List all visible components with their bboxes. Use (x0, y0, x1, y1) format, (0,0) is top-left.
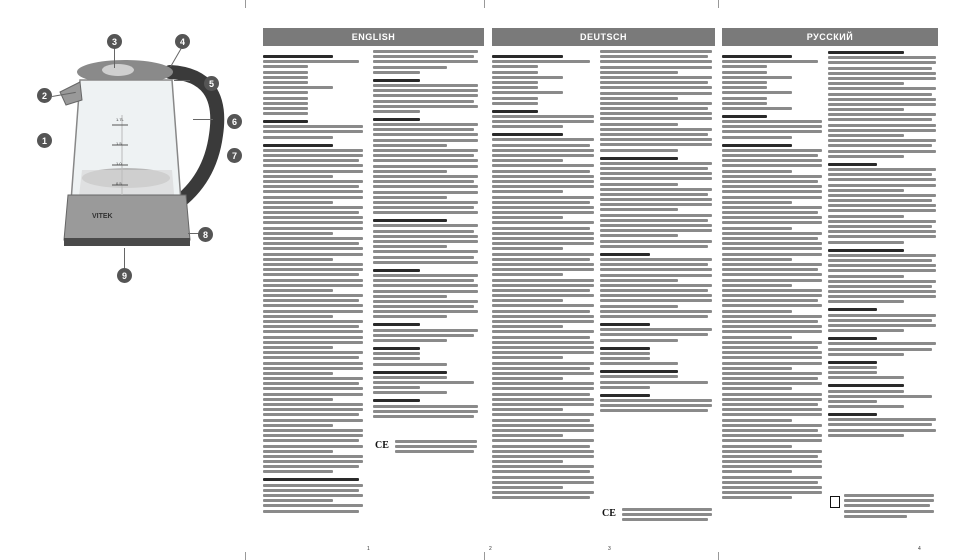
brand-logo: VITEK (92, 213, 113, 220)
fold-mark (718, 552, 719, 560)
leader-6 (193, 119, 213, 120)
english-column-2 (373, 50, 478, 490)
callout-1: 1 (37, 133, 52, 148)
russian-column-2 (828, 46, 936, 526)
scale-mark-4: 0.5 (116, 181, 122, 186)
page-number-1: 1 (367, 546, 370, 552)
fold-mark (484, 552, 485, 560)
russian-disposal-note (844, 494, 934, 524)
deutsch-ce-note (622, 508, 712, 528)
scale-mark-3: 1.0 (116, 161, 122, 166)
language-header: РУССКИЙ (722, 28, 938, 46)
fold-mark (245, 0, 246, 8)
fold-mark (484, 0, 485, 8)
callout-7: 7 (227, 148, 242, 163)
deutsch-panel (484, 0, 718, 560)
language-header: ENGLISH (263, 28, 484, 46)
fold-mark (245, 552, 246, 560)
page-number-4: 4 (918, 546, 921, 552)
recycle-bin-icon (830, 496, 840, 508)
fold-mark (718, 0, 719, 8)
language-header: DEUTSCH (492, 28, 715, 46)
leader-5 (174, 80, 190, 81)
scale-mark-2: 1.5 (116, 141, 122, 146)
kettle-illustration (0, 0, 245, 300)
ce-mark-deutsch: CE (602, 508, 616, 519)
callout-5: 5 (204, 76, 219, 91)
leader-3 (114, 48, 115, 68)
russian-column-1 (722, 50, 822, 530)
callout-9: 9 (117, 268, 132, 283)
russian-panel (718, 0, 968, 560)
illustration-panel (0, 0, 245, 560)
callout-8: 8 (198, 227, 213, 242)
scale-mark-1: 1.7L (116, 117, 124, 122)
page-number-2: 2 (489, 546, 492, 552)
callout-6: 6 (227, 114, 242, 129)
callout-3: 3 (107, 34, 122, 49)
callout-4: 4 (175, 34, 190, 49)
deutsch-column-1 (492, 50, 594, 530)
ce-mark-english: CE (375, 440, 389, 451)
english-column-1 (263, 50, 363, 530)
page-number-3: 3 (608, 546, 611, 552)
callout-2: 2 (37, 88, 52, 103)
deutsch-column-2 (600, 50, 712, 510)
english-panel (245, 0, 484, 560)
english-ce-note (395, 440, 477, 460)
